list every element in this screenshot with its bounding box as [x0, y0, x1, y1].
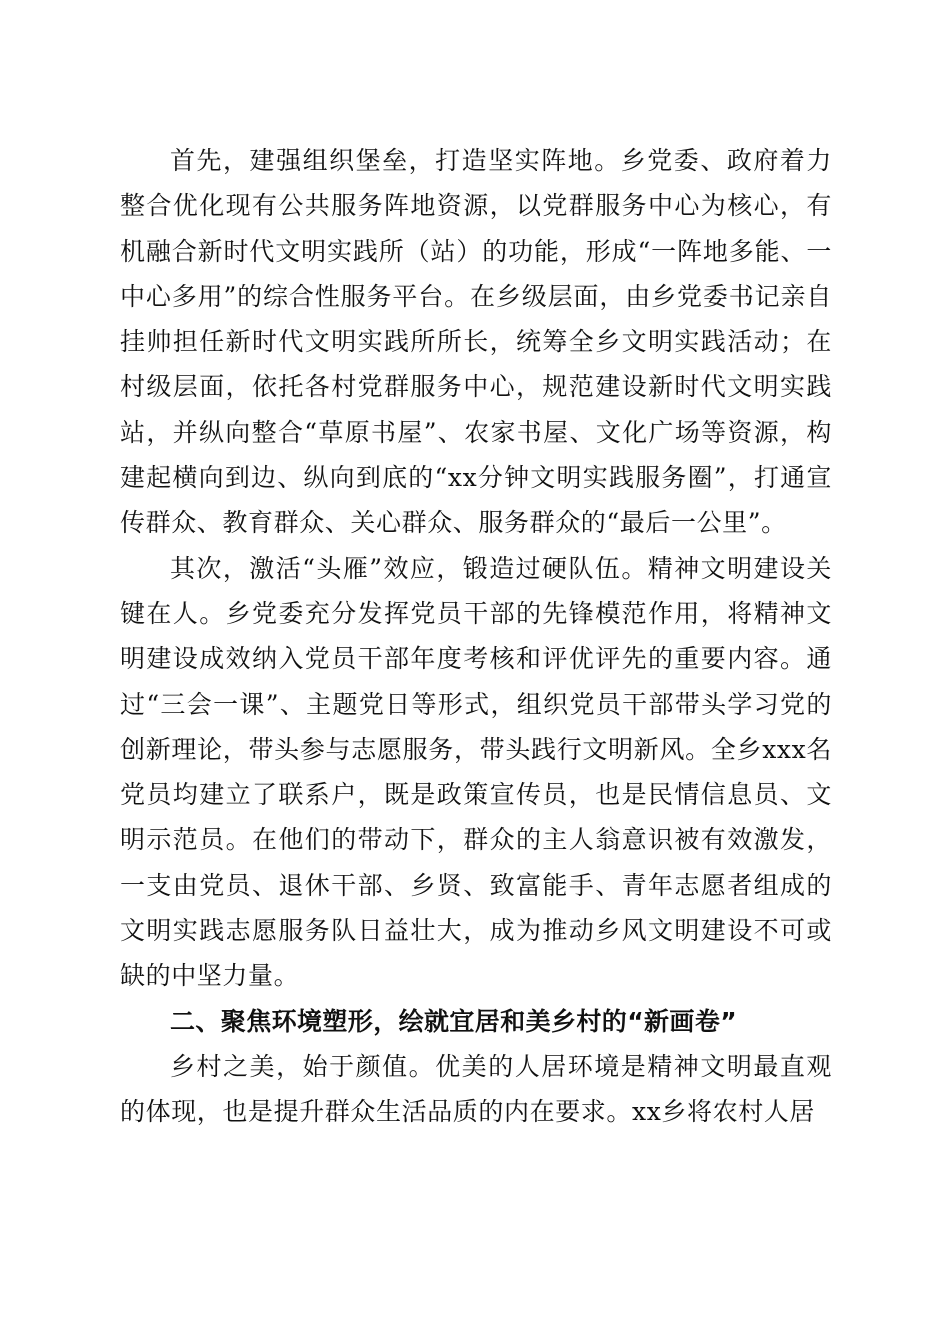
- section-heading: 二、聚焦环境塑形，绘就宜居和美乡村的“新画卷”: [170, 1006, 738, 1036]
- paragraph-environment: 乡村之美，始于颜值。优美的人居环境是精神文明最直观的体现，也是提升群众生活品质的内在要求。xx乡将农村人居: [120, 1051, 832, 1127]
- document-page: [120, 138, 832, 1135]
- paragraph-organization: 首先，建强组织堡垒，打造坚实阵地。乡党委、政府着力整合优化现有公共服务阵地资源，以党群服务中心为核心，有机融合新时代文明实践所（站）的功能，形成“一阵地多能、一中心多用”的综合性服务平台。在乡级层面，由乡党委书记亲自挂帅担任新时代文明实践所所长，统筹全乡文明实践活动；在村级层面，依托各村党群服务中心，规范建设新时代文明实践站，并纵向整合“草原书屋”、农家书屋、文化广场等资源，构建起横向到边、纵向到底的“xx分钟文明实践服务圈”，打通宣传群众、教育群众、关心群众、服务群众的“最后一公里”。: [120, 146, 832, 538]
- paragraph-team: 其次，激活“头雁”效应，锻造过硬队伍。精神文明建设关键在人。乡党委充分发挥党员干部的先锋模范作用，将精神文明建设成效纳入党员干部年度考核和评优评先的重要内容。通过“三会一课”、主题党日等形式，组织党员干部带头学习党的创新理论，带头参与志愿服务，带头践行文明新风。全乡xxx名党员均建立了联系户，既是政策宣传员，也是民情信息员、文明示范员。在他们的带动下，群众的主人翁意识被有效激发，一支由党员、退休干部、乡贤、致富能手、青年志愿者组成的文明实践志愿服务队日益壮大，成为推动乡风文明建设不可或缺的中坚力量。: [120, 553, 832, 991]
